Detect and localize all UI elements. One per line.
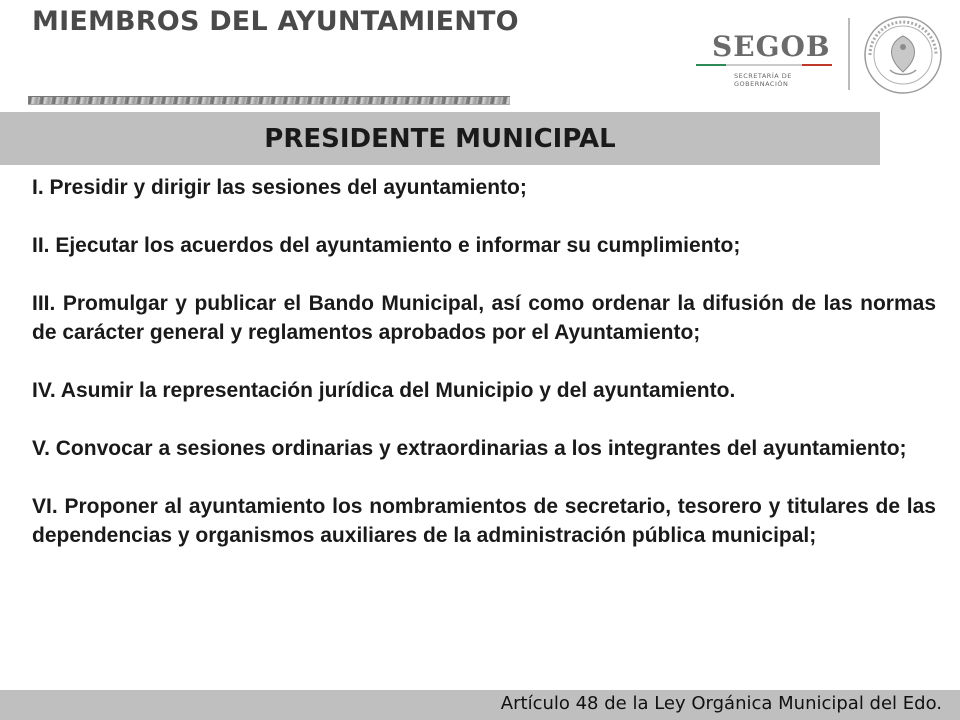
decorative-divider (28, 96, 510, 105)
footer-citation: Artículo 48 de la Ley Orgánica Municipal del Edo. (500, 693, 942, 714)
segob-tricolor-line (696, 64, 832, 66)
list-item: V. Convocar a sesiones ordinarias y extraordinarias a los integrantes del ayuntamiento; (32, 437, 907, 460)
segob-logo (690, 14, 950, 94)
list-item: VI. Proponer al ayuntamiento los nombramientos de secretario, tesorero y titulares de las dependencias y organismos auxiliares de la administración pública municipal; (32, 495, 936, 547)
list-item: III. Promulgar y publicar el Bando Municipal, así como ordenar la difusión de las normas de carácter general y reglamentos aprobados por el Ayuntamiento; (32, 292, 936, 344)
national-seal-icon (862, 14, 944, 96)
list-item: IV. Asumir la representación jurídica del Municipio y del ayuntamiento. (32, 379, 736, 402)
list-item: II. Ejecutar los acuerdos del ayuntamiento e informar su cumplimiento; (32, 234, 741, 257)
list-item: I. Presidir y dirigir las sesiones del ayuntamiento; (32, 176, 527, 199)
segob-wordmark: SEGOB (712, 30, 831, 63)
page-title: MIEMBROS DEL AYUNTAMIENTO (32, 6, 519, 37)
logo-divider (848, 18, 850, 90)
section-title: PRESIDENTE MUNICIPAL (264, 124, 616, 154)
segob-subtitle: SECRETARÍA DE GOBERNACIÓN (734, 72, 792, 88)
duties-list (32, 173, 936, 550)
